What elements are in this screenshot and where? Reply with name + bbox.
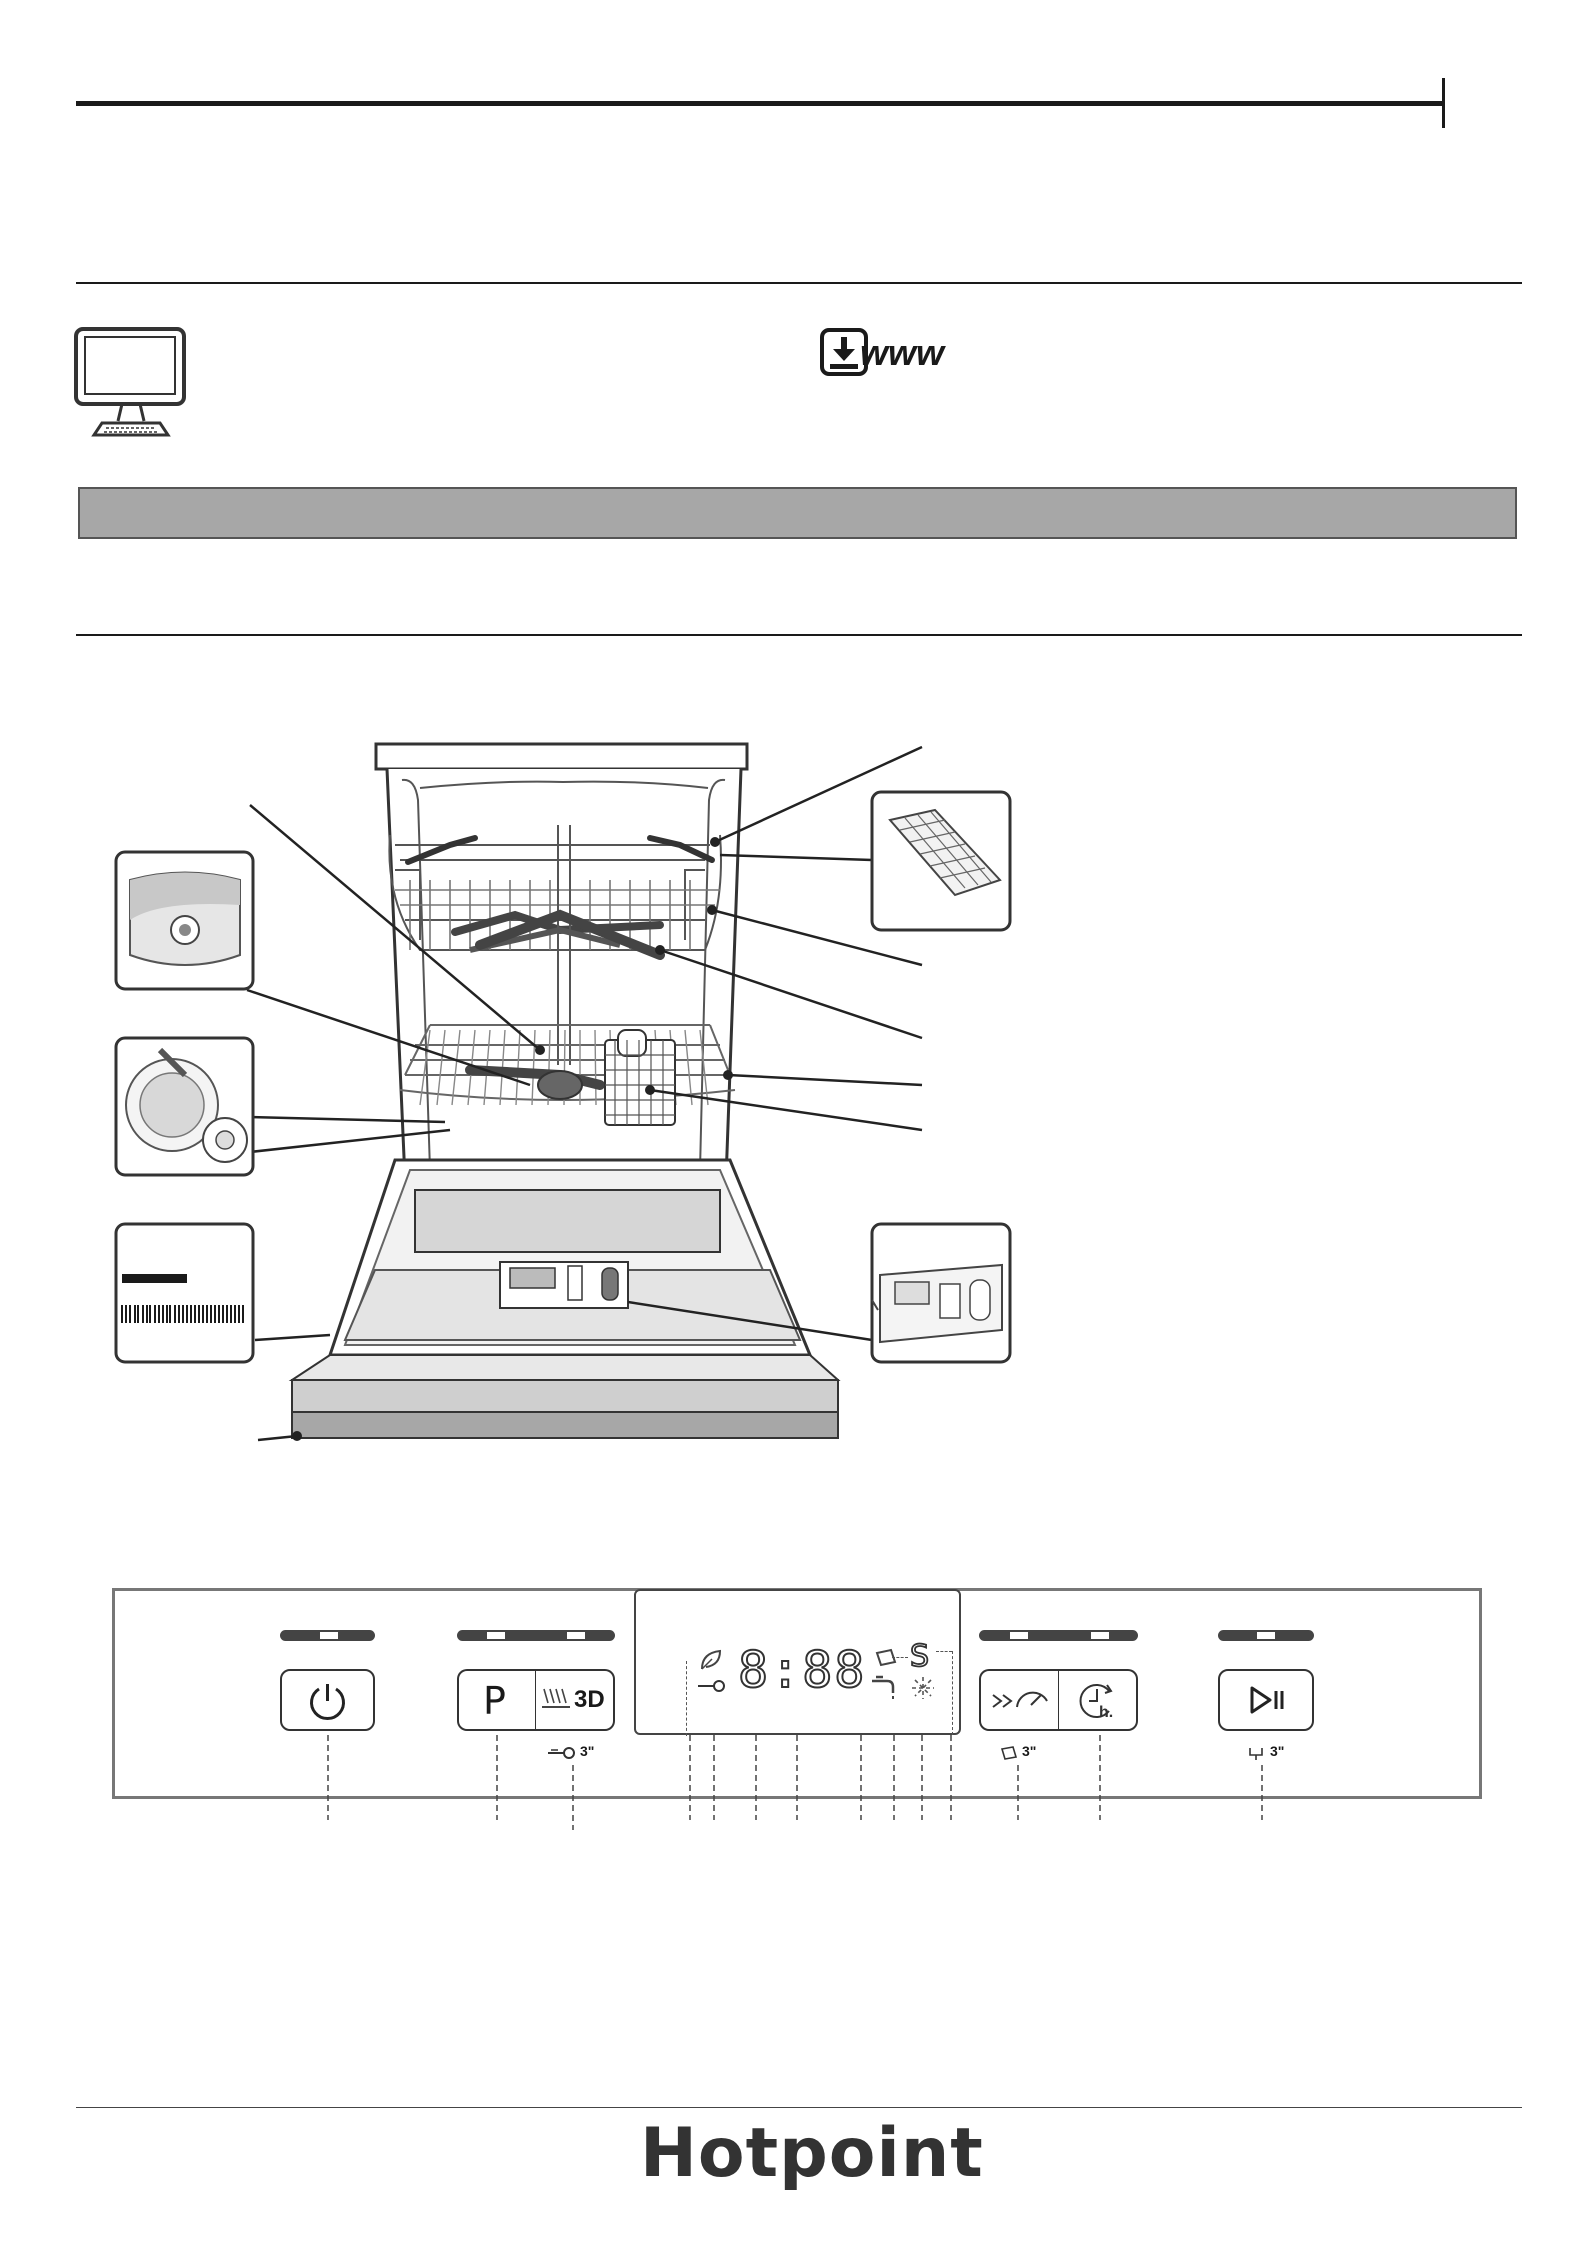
start-pause-button[interactable]: [1218, 1669, 1314, 1731]
play-pause-icon: [1220, 1671, 1312, 1729]
tablet-icon: [874, 1647, 898, 1669]
3d-zone-wash-icon: [540, 1685, 574, 1715]
callout-filter-box: [116, 852, 253, 989]
start-indicator-bar: [1218, 1630, 1314, 1641]
section-divider-2: [76, 634, 1522, 636]
brand-logo: Hotpoint: [640, 2114, 984, 2193]
panel-leader-lines: [0, 1735, 1587, 1835]
start-pause-hold-label: 3": [1270, 1743, 1285, 1759]
top-rule: [76, 101, 1444, 106]
options-indicator-bar: [979, 1630, 1138, 1641]
power-icon: [282, 1671, 373, 1729]
3d-label: 3D: [574, 1686, 605, 1713]
section-divider-1: [76, 282, 1522, 284]
delay-start-button[interactable]: [1058, 1669, 1138, 1731]
program-button-label: P: [483, 1679, 506, 1723]
program-indicator-bar: [457, 1630, 615, 1641]
monitor-icon: [74, 327, 188, 441]
eco-leaf-icon: [698, 1647, 724, 1673]
top-rule-tick: [1442, 78, 1445, 128]
callout-rating-plate-box: [116, 1224, 253, 1362]
3d-zone-wash-button[interactable]: [535, 1669, 615, 1731]
sparkle-icon: [910, 1675, 936, 1701]
key-lock-icon: [696, 1679, 726, 1693]
callout-salt-box: [116, 1038, 253, 1175]
download-www-icon: [820, 328, 945, 380]
quick-wash-icon: [981, 1671, 1057, 1729]
rinse-aid-tap-icon: [869, 1675, 899, 1701]
grey-title-band: [78, 487, 1517, 539]
salt-symbol: S: [910, 1639, 930, 1674]
tablet-hold-label: 3": [1022, 1743, 1037, 1759]
program-button[interactable]: [457, 1669, 536, 1731]
callout-dispenser-box: [872, 1224, 1010, 1362]
power-indicator-bar: [280, 1630, 375, 1641]
delay-clock-icon: [1059, 1671, 1135, 1729]
svg-text:h.: h.: [1099, 1704, 1114, 1721]
display-panel: [634, 1589, 961, 1735]
dishwasher-illustration: [0, 700, 1587, 1460]
power-button[interactable]: [280, 1669, 375, 1731]
time-display: 8:88: [738, 1641, 867, 1699]
callout-cutlery-tray-box: [872, 792, 1010, 930]
key-lock-hold-label: 3": [580, 1743, 595, 1759]
www-label: www: [860, 332, 945, 373]
quick-wash-button[interactable]: [979, 1669, 1059, 1731]
footer-divider: [76, 2107, 1522, 2108]
